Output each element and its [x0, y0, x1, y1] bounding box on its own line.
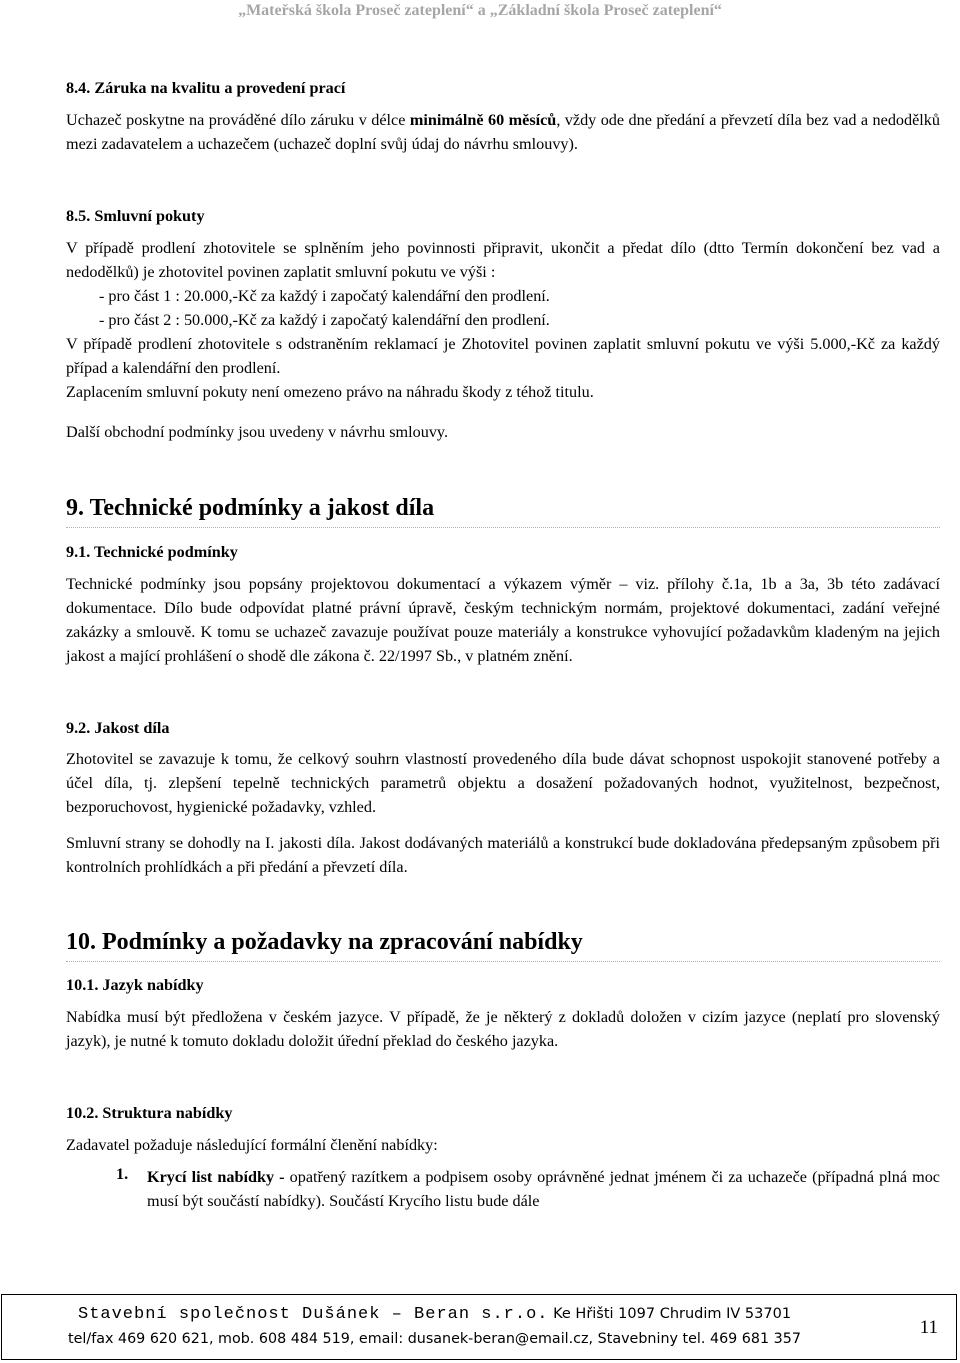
section-8-4-paragraph: [66, 108, 940, 156]
penalty-item-1: - pro část 1 : 20.000,-Kč za každý i započatý kalendářní den prodlení.: [99, 287, 550, 305]
list-item-title: Krycí list nabídky -: [147, 1168, 285, 1186]
page-number: 11: [919, 1317, 938, 1338]
warranty-text-end: , vždy ode dne předání a převzetí díla bez vad a nedodělků mezi zadavatelem a uchazečem (uchazeč doplní svůj údaj do návrhu smlouvy).: [66, 111, 940, 153]
section-10-2-paragraph: [66, 1133, 940, 1157]
section-9-2-paragraph-1: [66, 747, 940, 819]
section-8-5-paragraph-4: [66, 420, 940, 444]
commercial-terms-text: Další obchodní podmínky jsou uvedeny v návrhu smlouvy.: [66, 423, 449, 441]
quality-text: Zhotovitel se zavazuje k tomu, že celkový souhrn vlastností provedeného díla bude dávat schopnost uspokojit stanovené potřeby a účel díla, tj. zlepšení tepelně technických parametrů objektu a dosažení požadovaných hodnot, využitelnost, bezpečnost, bezporuchovost, hygienické požadavky, vzhled.: [66, 750, 940, 816]
section-8-5-paragraph-2: [66, 332, 940, 380]
section-9-1-heading: 9.1. Technické podmínky: [66, 543, 238, 561]
section-10-1-heading: 10.1. Jazyk nabídky: [66, 976, 204, 994]
warranty-duration: minimálně 60 měsíců: [409, 111, 557, 129]
section-10-heading: 10. Podmínky a požadavky na zpracování nabídky: [66, 929, 583, 955]
section-9-2-heading: 9.2. Jakost díla: [66, 719, 170, 737]
page-footer: [1, 1294, 957, 1360]
section-9-heading: 9. Technické podmínky a jakost díla: [66, 495, 435, 521]
footer-company-name: Stavební společnost Dušánek – Beran s.r.o.: [78, 1305, 549, 1324]
list-item: [116, 1165, 940, 1213]
damages-text: Zaplacením smluvní pokuty není omezeno právo na náhradu škody z téhož titulu.: [66, 383, 594, 401]
section-8-4-heading: 8.4. Záruka na kvalitu a provedení prací: [66, 79, 346, 97]
quality-agreement-text: Smluvní strany se dohodly na I. jakosti díla. Jakost dodávaných materiálů a konstrukcí bude dokladována předepsaným způsobem při kontrolních prohlídkách a při předání a převzetí díla.: [66, 834, 940, 876]
section-9-2-paragraph-2: [66, 831, 940, 879]
complaint-penalty-text: V případě prodlení zhotovitele s odstraněním reklamací je Zhotovitel povinen zaplatit smluvní pokutu ve výši 5.000,-Kč za každý případ a kalendářní den prodlení.: [66, 335, 940, 377]
warranty-text-start: Uchazeč poskytne na prováděné dílo záruku v délce: [66, 111, 410, 129]
section-9-divider: [66, 527, 940, 528]
section-8-5-paragraph-3: [66, 380, 940, 404]
footer-company-line: [78, 1303, 791, 1324]
list-item-body: opatřený razítkem a podpisem osoby oprávněné jednat jménem či za uchazeče (případná plná moc musí být součástí nabídky). Součástí Krycího listu bude dále: [147, 1168, 940, 1210]
section-10-divider: [66, 961, 940, 962]
section-10-2-heading: 10.2. Struktura nabídky: [66, 1104, 233, 1122]
running-header: „Mateřská škola Proseč zateplení“ a „Základní škola Proseč zateplení“: [238, 2, 722, 19]
footer-address: Ke Hřišti 1097 Chrudim IV 53701: [548, 1306, 792, 1322]
footer-contacts: tel/fax 469 620 621, mob. 608 484 519, email: dusanek-beran@email.cz, Stavebniny tel. 469 681 357: [68, 1331, 801, 1347]
list-item-text: [147, 1165, 940, 1213]
section-8-5-heading: 8.5. Smluvní pokuty: [66, 207, 205, 225]
structure-intro-text: Zadavatel požaduje následující formální členění nabídky:: [66, 1136, 438, 1154]
technical-conditions-text: Technické podmínky jsou popsány projektovou dokumentací a výkazem výměr – viz. přílohy č.1a, 1b a 3a, 3b této zadávací dokumentace. Dílo bude odpovídat platné právní úpravě, českým technickým normám, projektové dokumentaci, zadání veřejné zakázky a smlouvě. K tomu se uchazeč zavazuje používat pouze materiály a konstrukce vyhovující požadavkům kladeným na jejich jakost a mající prohlášení o shodě dle zákona č. 22/1997 Sb., v platném znění.: [66, 575, 940, 665]
section-8-5-paragraph-1: [66, 236, 940, 284]
section-9-1-paragraph: [66, 572, 940, 668]
penalty-text: V případě prodlení zhotovitele se splněním jeho povinnosti připravit, ukončit a předat dílo (dtto Termín dokončení bez vad a nedodělků) je zhotovitel povinen zaplatit smluvní pokutu ve výši :: [66, 239, 940, 281]
section-10-1-paragraph: [66, 1005, 940, 1053]
language-text: Nabídka musí být předložena v českém jazyce. V případě, že je některý z dokladů doložen v cizím jazyce (neplatí pro slovenský jazyk), je nutné k tomuto dokladu doložit úřední překlad do českého jazyka.: [66, 1008, 940, 1050]
penalty-item-2: - pro část 2 : 50.000,-Kč za každý i započatý kalendářní den prodlení.: [99, 311, 550, 329]
penalty-list: [66, 284, 940, 332]
list-item-number: 1.: [116, 1165, 129, 1183]
